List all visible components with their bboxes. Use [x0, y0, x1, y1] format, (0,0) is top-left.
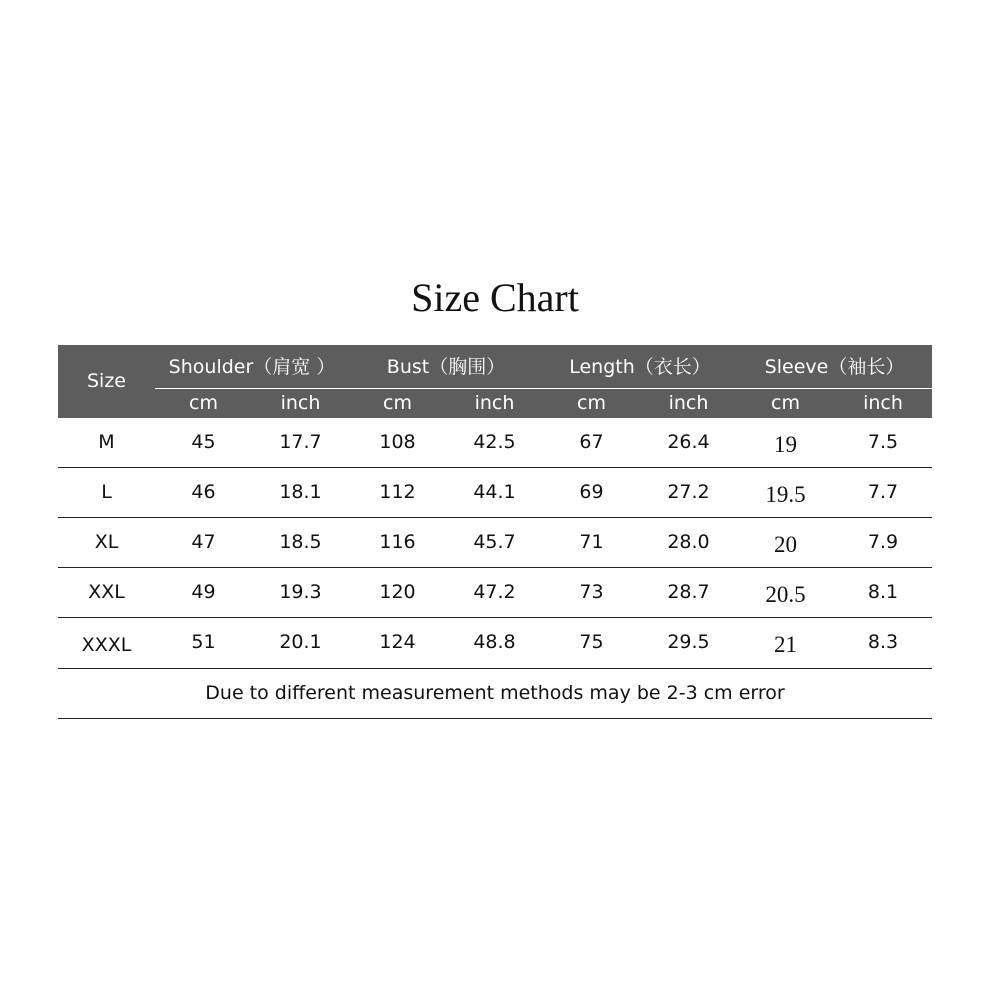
unit-length-cm: cm — [577, 392, 606, 414]
sleeve-cm: 20.5 — [765, 582, 806, 607]
header-bust: Bust（胸围） — [386, 356, 506, 378]
bust-inch: 44.1 — [473, 481, 516, 503]
table-row-m — [58, 418, 932, 468]
length-cm: 67 — [579, 431, 604, 453]
table-row-xxxl — [58, 618, 932, 669]
table-row-l — [58, 468, 932, 518]
bust-inch: 47.2 — [473, 581, 516, 603]
unit-shoulder-inch: inch — [280, 392, 321, 414]
bust-cm: 120 — [379, 581, 416, 603]
sleeve-cm: 19 — [774, 432, 797, 457]
sleeve-inch: 8.1 — [867, 581, 899, 603]
bust-inch: 42.5 — [473, 431, 516, 453]
table-row-xxl — [58, 568, 932, 618]
shoulder-cm: 49 — [191, 581, 216, 603]
length-inch: 26.4 — [667, 431, 710, 453]
size-label: XXL — [88, 581, 125, 603]
bust-inch: 48.8 — [473, 631, 516, 653]
size-label: XL — [94, 531, 119, 553]
shoulder-cm: 51 — [191, 631, 216, 653]
unit-shoulder-cm: cm — [189, 392, 218, 414]
table-row-xl — [58, 518, 932, 568]
length-inch: 27.2 — [667, 481, 710, 503]
header-length: Length（衣长） — [569, 356, 711, 378]
size-label: L — [101, 481, 112, 503]
sleeve-cm: 21 — [774, 632, 797, 657]
shoulder-inch: 19.3 — [279, 581, 322, 603]
sleeve-inch: 7.5 — [867, 431, 899, 453]
length-cm: 71 — [579, 531, 604, 553]
bust-cm: 108 — [379, 431, 416, 453]
length-cm: 73 — [579, 581, 604, 603]
length-cm: 69 — [579, 481, 604, 503]
shoulder-cm: 45 — [191, 431, 216, 453]
length-inch: 29.5 — [667, 631, 710, 653]
table-header — [58, 345, 932, 418]
sleeve-cm: 20 — [774, 532, 797, 557]
sleeve-inch: 7.9 — [867, 531, 899, 553]
length-inch: 28.0 — [667, 531, 710, 553]
shoulder-inch: 18.1 — [279, 481, 322, 503]
shoulder-inch: 17.7 — [279, 431, 322, 453]
length-inch: 28.7 — [667, 581, 710, 603]
header-shoulder: Shoulder（肩宽 ） — [168, 356, 336, 378]
size-chart-table — [58, 345, 932, 719]
sleeve-inch: 8.3 — [867, 631, 899, 653]
page-title: Size Chart — [411, 275, 579, 320]
unit-bust-inch: inch — [474, 392, 515, 414]
length-cm: 75 — [579, 631, 604, 653]
unit-sleeve-cm: cm — [771, 392, 800, 414]
unit-sleeve-inch: inch — [863, 392, 903, 414]
bust-cm: 112 — [379, 481, 416, 503]
header-sleeve: Sleeve（袖长） — [764, 356, 905, 378]
sleeve-cm: 19.5 — [765, 482, 806, 507]
unit-length-inch: inch — [668, 392, 709, 414]
sleeve-inch: 7.7 — [867, 481, 899, 503]
shoulder-cm: 47 — [191, 531, 216, 553]
shoulder-inch: 18.5 — [279, 531, 322, 553]
bust-cm: 124 — [379, 631, 416, 653]
shoulder-inch: 20.1 — [279, 631, 322, 653]
shoulder-cm: 46 — [191, 481, 216, 503]
measurement-note: Due to different measurement methods may be 2-3 cm error — [58, 669, 932, 719]
header-size: Size — [86, 370, 126, 392]
unit-bust-cm: cm — [383, 392, 412, 414]
bust-cm: 116 — [379, 531, 416, 553]
size-label: M — [98, 431, 115, 453]
bust-inch: 45.7 — [473, 531, 516, 553]
size-label: XXXL — [81, 634, 132, 656]
